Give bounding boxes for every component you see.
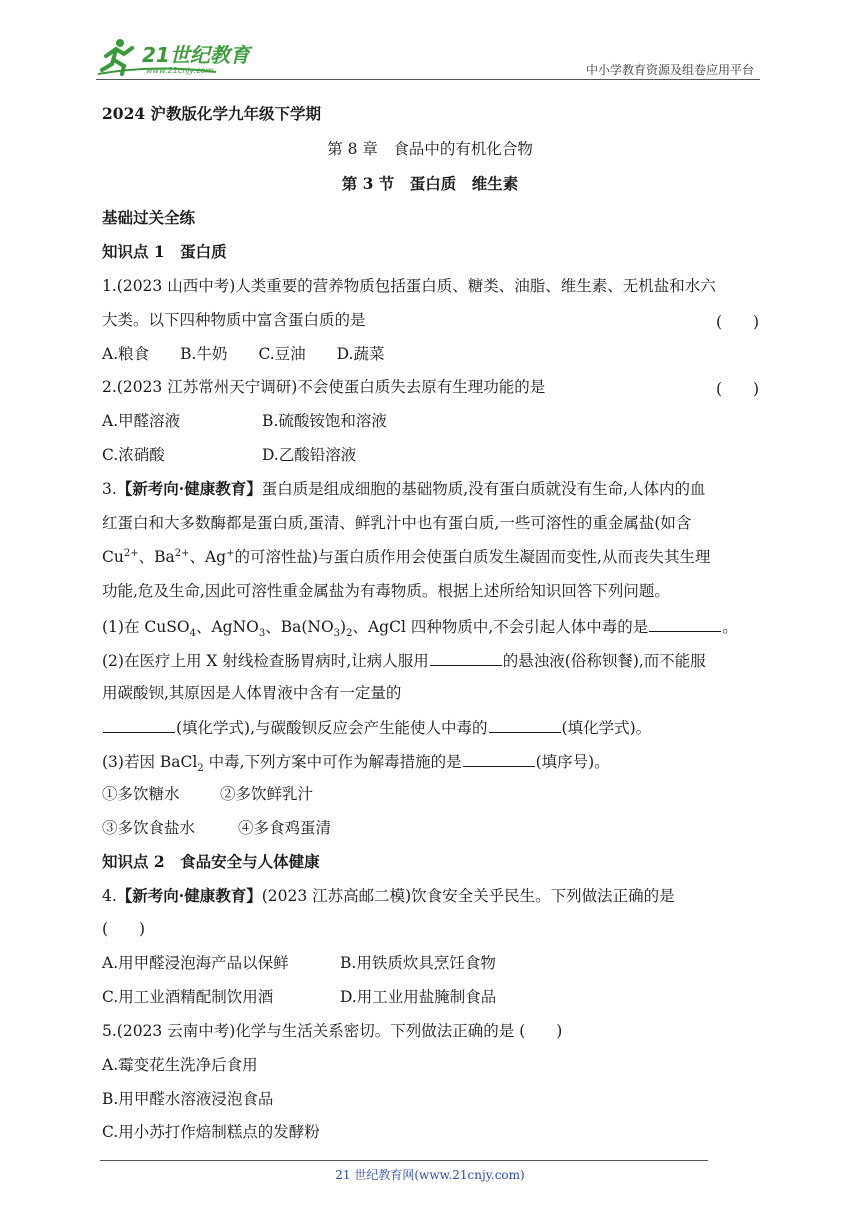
q3-line4: 功能,危及生命,因此可溶性重金属盐为有毒物质。根据上述所给知识回答下列问题。 <box>102 582 670 600</box>
q4-line1: 4.【新考向·健康教育】(2023 江苏高邮二模)饮食安全关乎民生。下列做法正确的是 <box>102 886 675 905</box>
section-title: 第 3 节 蛋白质 维生素 <box>341 174 519 193</box>
svg-text:www.21cnjy.com: www.21cnjy.com <box>146 66 214 75</box>
runner-logo-icon <box>96 36 266 76</box>
header-rule <box>96 79 760 80</box>
q4-option-a: A.用甲醛浸泡海产品以保鲜 <box>102 954 289 972</box>
q3-option-1: ①多饮糖水 <box>102 785 180 803</box>
q4-option-b: B.用铁质炊具烹饪食物 <box>340 954 496 972</box>
answer-blank[interactable] <box>103 716 175 733</box>
q3-part1: (1)在 CuSO$_4$、AgNO$_3$、$Ba(NO_3)_2$、AgCl 四种物质中,不会引起人体中毒的是 。 <box>102 615 738 637</box>
svg-text:21世纪教育: 21世纪教育 <box>142 43 250 67</box>
q2-option-c: C.浓硝酸 <box>102 446 165 464</box>
q4-option-d: D.用工业用盐腌制食品 <box>340 988 497 1006</box>
q2-answer-paren: ( ) <box>716 380 760 398</box>
knowledge-point-1: 知识点 1 蛋白质 <box>102 242 227 261</box>
q5-option-a: A.霉变花生洗净后食用 <box>102 1056 258 1074</box>
chapter-title: 第 8 章 食品中的有机化合物 <box>327 140 533 158</box>
page-header <box>96 30 760 80</box>
q3-part2-line3: (填化学式),与碳酸钡反应会产生能使人中毒的 (填化学式)。 <box>102 716 651 738</box>
q3-option-2: ②多饮鲜乳汁 <box>220 785 314 803</box>
q2-option-d: D.乙酸铅溶液 <box>262 446 357 464</box>
q3-part2-line2: 用碳酸钡,其原因是人体胃液中含有一定量的 <box>102 684 402 702</box>
q5-line1: 5.(2023 云南中考)化学与生活关系密切。下列做法正确的是 ( ) <box>102 1022 563 1040</box>
q5-option-b: B.用甲醛水溶液浸泡食品 <box>102 1090 274 1108</box>
q3-option-3: ③多饮食盐水 <box>102 819 196 837</box>
logo <box>96 36 266 76</box>
q4-option-c: C.用工业酒精配制饮用酒 <box>102 988 274 1006</box>
answer-blank[interactable] <box>649 615 721 632</box>
platform-name: 中小学教育资源及组卷应用平台 <box>585 63 754 77</box>
q1-answer-paren: ( ) <box>716 313 760 331</box>
q3-tag: 【新考向·健康教育】 <box>116 479 262 498</box>
q3-part2-line1: (2)在医疗上用 X 射线检查肠胃病时,让病人服用 的悬浊液(俗称钡餐),而不能服 <box>102 649 706 671</box>
q1-options: A.粮食 B.牛奶 C.豆油 D.蔬菜 <box>102 345 385 363</box>
series-title: 2024 沪教版化学九年级下学期 <box>102 104 322 123</box>
q4-answer-paren: ( ) <box>102 920 146 938</box>
answer-blank[interactable] <box>463 750 535 767</box>
q2-option-a: A.甲醛溶液 <box>102 412 181 430</box>
knowledge-point-2: 知识点 2 食品安全与人体健康 <box>102 852 320 871</box>
part-title: 基础过关全练 <box>102 208 196 227</box>
q3-line1: 3.【新考向·健康教育】蛋白质是组成细胞的基础物质,没有蛋白质就没有生命,人体内的血 <box>102 479 706 498</box>
q3-option-4: ④多食鸡蛋清 <box>238 819 332 837</box>
answer-blank[interactable] <box>489 716 561 733</box>
q5-answer-paren: ( ) <box>519 1022 563 1040</box>
q1-line2: 大类。以下四种物质中富含蛋白质的是 <box>102 311 366 329</box>
answer-blank[interactable] <box>430 649 502 666</box>
footer-rule <box>100 1160 708 1161</box>
q5-option-c: C.用小苏打作焙制糕点的发酵粉 <box>102 1123 320 1141</box>
q2-line1: 2.(2023 江苏常州天宁调研)不会使蛋白质失去原有生理功能的是 <box>102 378 546 396</box>
q3-part3: (3)若因 BaCl$_2$ 中毒,下列方案中可作为解毒措施的是 (填序号)。 <box>102 750 610 772</box>
q1-line1: 1.(2023 山西中考)人类重要的营养物质包括蛋白质、糖类、油脂、维生素、无机盐和水六 <box>102 277 716 295</box>
q3-line3: $Cu^{2+}$、$Ba^{2+}$、Ag+的可溶性盐)与蛋白质作用会使蛋白质发生凝固而变性,从而丧失其生理 <box>102 547 711 566</box>
footer-text[interactable]: 21 世纪教育网(www.21cnjy.com) <box>335 1168 525 1182</box>
q4-tag: 【新考向·健康教育】 <box>116 886 262 905</box>
q2-option-b: B.硫酸铵饱和溶液 <box>262 412 387 430</box>
q3-line2: 红蛋白和大多数酶都是蛋白质,蛋清、鲜乳汁中也有蛋白质,一些可溶性的重金属盐(如含 <box>102 514 692 532</box>
